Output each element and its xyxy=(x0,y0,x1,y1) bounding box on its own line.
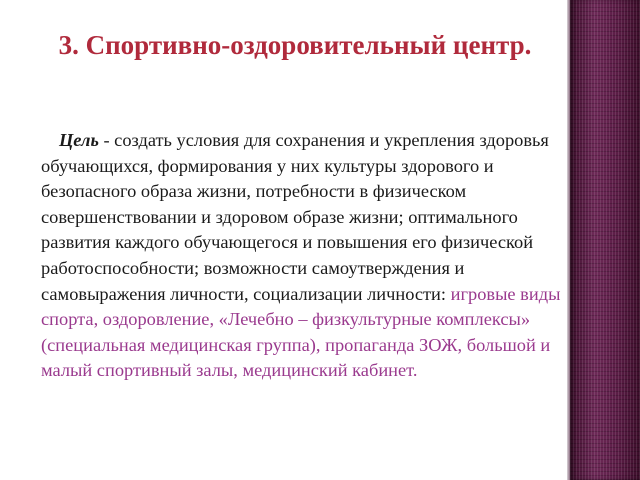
activities-list: игровые виды спорта, оздоровление, «Лечебно – физкультурные комплексы» (специальная медицинская группа), пропаганда ЗОЖ, большой и малый спортивный залы, медицинский кабинет. xyxy=(41,283,561,381)
goal-description: - создать условия для сохранения и укрепления здоровья обучающихся, формирования у них культуры здорового и безопасного образа жизни, потребности в физическом совершенствовании и здоровом образе жизни; оптимального развития каждого обучающегося и повышения его физической работоспособности; возможности самоутверждения и самовыражения личности, социализации личности: xyxy=(41,130,549,304)
goal-label: Цель xyxy=(59,130,99,150)
slide-body-text xyxy=(41,128,563,384)
decorative-side-strip xyxy=(570,0,640,480)
slide-title: 3. Спортивно-оздоровительный центр. xyxy=(58,30,532,60)
